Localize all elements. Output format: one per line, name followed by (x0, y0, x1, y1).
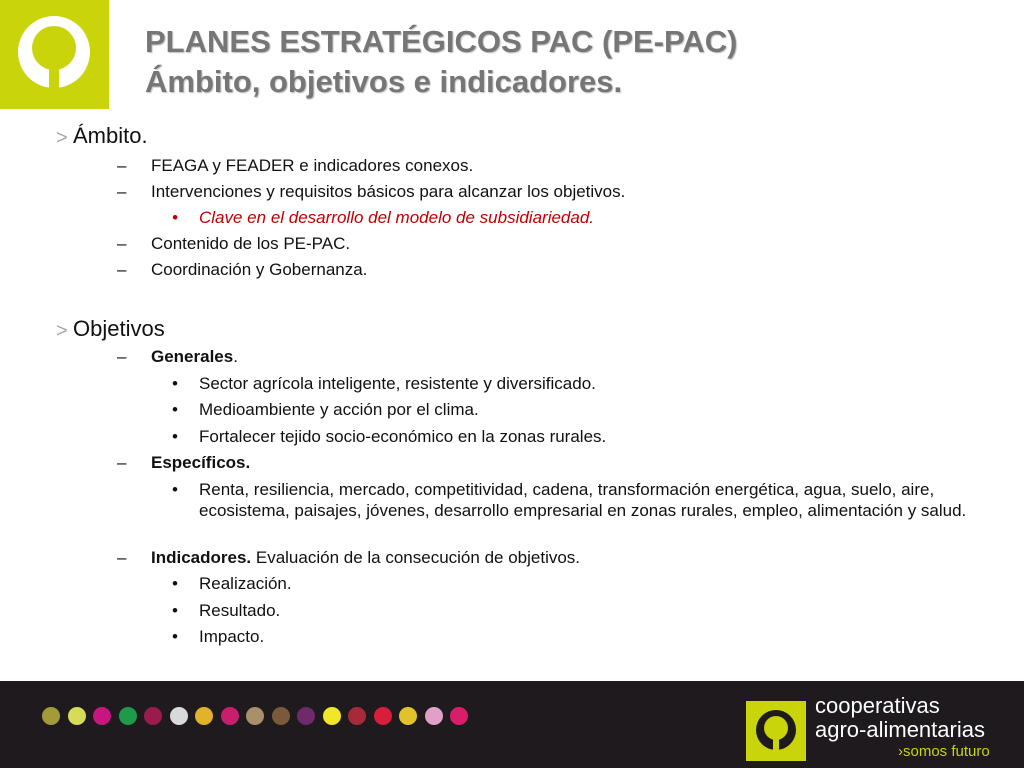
dash-marker: – (117, 234, 127, 253)
list-item-text: Resultado. (199, 601, 281, 620)
dash-marker: – (117, 453, 127, 472)
footer-decorative-dot (221, 707, 239, 725)
list-subitem-highlight (172, 207, 595, 229)
dash-marker: – (117, 347, 127, 366)
list-item (117, 155, 474, 177)
list-subitem (172, 426, 607, 448)
dash-marker: – (117, 156, 127, 175)
section-heading-objetivos (56, 316, 165, 342)
list-subitem (172, 626, 265, 648)
bullet-marker: • (172, 574, 178, 593)
footer-decorative-dot (272, 707, 290, 725)
list-item-generales (117, 346, 238, 368)
footer-decorative-dot (450, 707, 468, 725)
list-item-text: FEAGA y FEADER e indicadores conexos. (151, 156, 474, 175)
section-heading-text: Objetivos (73, 316, 165, 341)
list-item-bold-text: Indicadores. (151, 548, 252, 567)
footer-logo-icon (746, 701, 806, 761)
list-item-text: Impacto. (199, 627, 265, 646)
footer-decorative-dot (195, 707, 213, 725)
list-item-text: Medioambiente y acción por el clima. (199, 400, 479, 419)
list-item (117, 233, 351, 255)
list-item-bold-text: Específicos. (151, 453, 251, 472)
footer-decorative-dot (374, 707, 392, 725)
bullet-marker: • (172, 601, 178, 620)
bullet-marker: • (172, 627, 178, 646)
section-heading-ambito (56, 123, 148, 149)
dash-marker: – (117, 548, 127, 567)
dash-marker: – (117, 260, 127, 279)
bullet-marker: • (172, 208, 178, 227)
footer-decorative-dot (246, 707, 264, 725)
list-subitem (172, 479, 989, 521)
list-item-text: . (233, 347, 238, 366)
section-heading-text: Ámbito. (73, 123, 148, 148)
footer-decorative-dot (68, 707, 86, 725)
list-subitem (172, 573, 292, 595)
footer-decorative-dot (42, 707, 60, 725)
title-line-2: Ámbito, objetivos e indicadores. (145, 64, 623, 99)
list-subitem (172, 399, 479, 421)
footer-decorative-dot (323, 707, 341, 725)
footer-decorative-dot (93, 707, 111, 725)
list-subitem (172, 600, 281, 622)
list-item-text: Realización. (199, 574, 292, 593)
footer-decorative-dot (425, 707, 443, 725)
list-item-text: Renta, resiliencia, mercado, competitividad, cadena, transformación energética, agua, suelo, aire, ecosistema, paisajes, jóvenes, desarrollo empresarial en zonas rurales, empleo, alimentación y salud. (199, 480, 967, 520)
list-subitem (172, 373, 596, 395)
brand-name-line-1: cooperativas (815, 693, 940, 718)
list-item-bold-text: Generales (151, 347, 234, 366)
bullet-marker: • (172, 374, 178, 393)
bullet-marker: • (172, 427, 178, 446)
list-item-text: Sector agrícola inteligente, resistente y diversificado. (199, 374, 596, 393)
brand-tagline: ›somos futuro (898, 743, 990, 760)
list-item (117, 259, 368, 281)
bullet-marker: • (172, 400, 178, 419)
list-item-text: Coordinación y Gobernanza. (151, 260, 368, 279)
list-item-especificos (117, 452, 251, 474)
dash-marker: – (117, 182, 127, 201)
section-marker: > (56, 320, 68, 342)
bullet-marker: • (172, 480, 178, 499)
list-item-text: Fortalecer tejido socio-económico en la zonas rurales. (199, 427, 607, 446)
footer-decorative-dot (170, 707, 188, 725)
footer-decorative-dot (297, 707, 315, 725)
list-item (117, 181, 626, 203)
list-item-indicadores (117, 547, 581, 569)
footer-decorative-dot (348, 707, 366, 725)
list-item-text: Contenido de los PE-PAC. (151, 234, 351, 253)
list-item-text: Evaluación de la consecución de objetivos. (251, 548, 581, 567)
list-item-text: Clave en el desarrollo del modelo de subsidiariedad. (199, 208, 595, 227)
footer-decorative-dot (399, 707, 417, 725)
section-marker: > (56, 127, 68, 149)
footer-decorative-dot (144, 707, 162, 725)
list-item-text: Intervenciones y requisitos básicos para alcanzar los objetivos. (151, 182, 626, 201)
brand-name-line-2: agro-alimentarias (815, 717, 985, 742)
title-line-1: PLANES ESTRATÉGICOS PAC (PE-PAC) (145, 24, 738, 59)
footer-decorative-dot (119, 707, 137, 725)
